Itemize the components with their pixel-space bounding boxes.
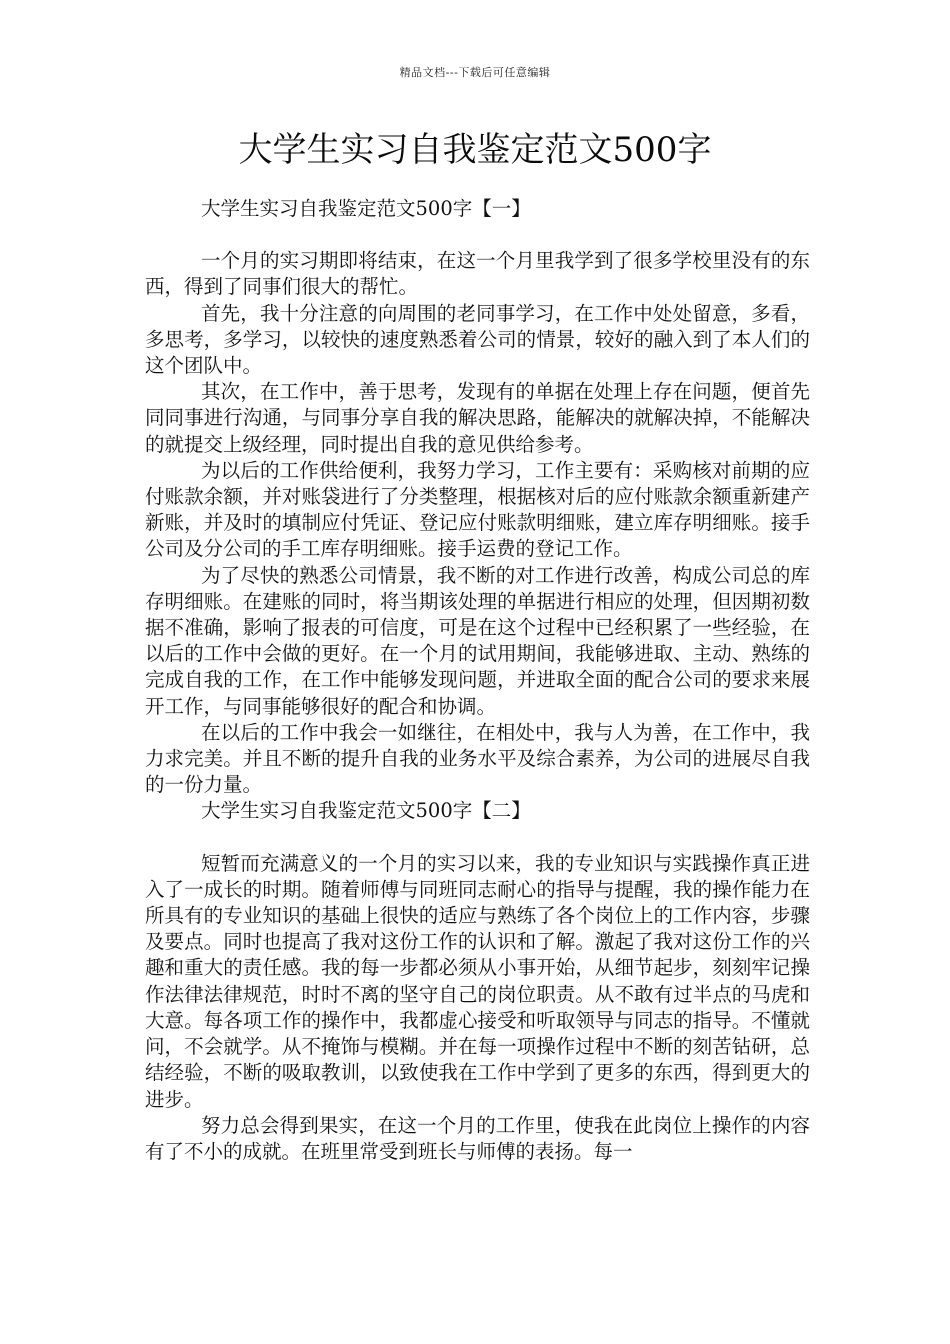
paragraph: 短暂而充满意义的一个月的实习以来，我的专业知识与实践操作真正进入了一成长的时期。随着师傅与同班同志耐心的指导与提醒，我的操作能力在所具有的专业知识的基础上很快的适应与熟练了各个岗位上的工作内容，步骤及要点。同时也提高了我对这份工作的认识和了解。激起了我对这份工作的兴趣和重大的责任感。我的每一步都必须从小事开始，从细节起步，刻刻牢记操作法律法律规范，时时不离的坚守自己的岗位职责。从不敢有过半点的马虎和大意。每各项工作的操作中，我都虚心接受和听取领导与同志的指导。不懂就问，不会就学。从不掩饰与模糊。并在每一项操作过程中不断的刻苦钻研，总结经验，不断的吸取教训，以致使我在工作中学到了更多的东西，得到更大的进步。 [145,851,810,1111]
paragraph: 努力总会得到果实，在这一个月的工作里，使我在此岗位上操作的内容有了不小的成就。在班里常受到班长与师傅的表扬。每一 [145,1113,810,1163]
blank-line [145,222,810,248]
document-body [145,196,810,1165]
blank-line [145,825,810,851]
paragraph: 为了尽快的熟悉公司情景，我不断的对工作进行改善，构成公司总的库存明细账。在建账的同时，将当期该处理的单据进行相应的处理，但因期初数据不准确，影响了报表的可信度，可是在这个过程中已经积累了一些经验，在以后的工作中会做的更好。在一个月的试用期间，我能够进取、主动、熟练的完成自我的工作，在工作中能够发现问题，并进取全面的配合公司的要求来展开工作，与同事能够很好的配合和协调。 [145,563,810,718]
header-note: 精品文档---下载后可任意编辑 [399,66,551,79]
paragraph: 其次，在工作中，善于思考，发现有的单据在处理上存在问题，便首先同同事进行沟通，与同事分享自我的解决思路，能解决的就解决掉，不能解决的就提交上级经理，同时提出自我的意见供给参考。 [145,380,810,456]
section-heading-2: 大学生实习自我鉴定范文500字【二】 [201,799,531,823]
paragraph: 在以后的工作中我会一如继往，在相处中，我与人为善，在工作中，我力求完美。并且不断的提升自我的业务水平及综合素养，为公司的进展尽自我的一份力量。 [145,720,810,797]
paragraph: 首先，我十分注意的向周围的老同事学习，在工作中处处留意，多看，多思考，多学习，以较快的速度熟悉着公司的情景，较好的融入到了本人们的这个团队中。 [145,301,810,378]
document-title: 大学生实习自我鉴定范文500字 [238,130,712,170]
paragraph: 一个月的实习期即将结束，在这一个月里我学到了很多学校里没有的东西，得到了同事们很大的帮忙。 [145,249,810,299]
paragraph: 为以后的工作供给便利，我努力学习，工作主要有：采购核对前期的应付账款余额，并对账袋进行了分类整理，根据核对后的应付账款余额重新建产新账，并及时的填制应付凭证、登记应付账款明细账，建立库存明细账。接手公司及分公司的手工库存明细账。接手运费的登记工作。 [145,458,810,561]
section-heading-1: 大学生实习自我鉴定范文500字【一】 [201,197,531,220]
